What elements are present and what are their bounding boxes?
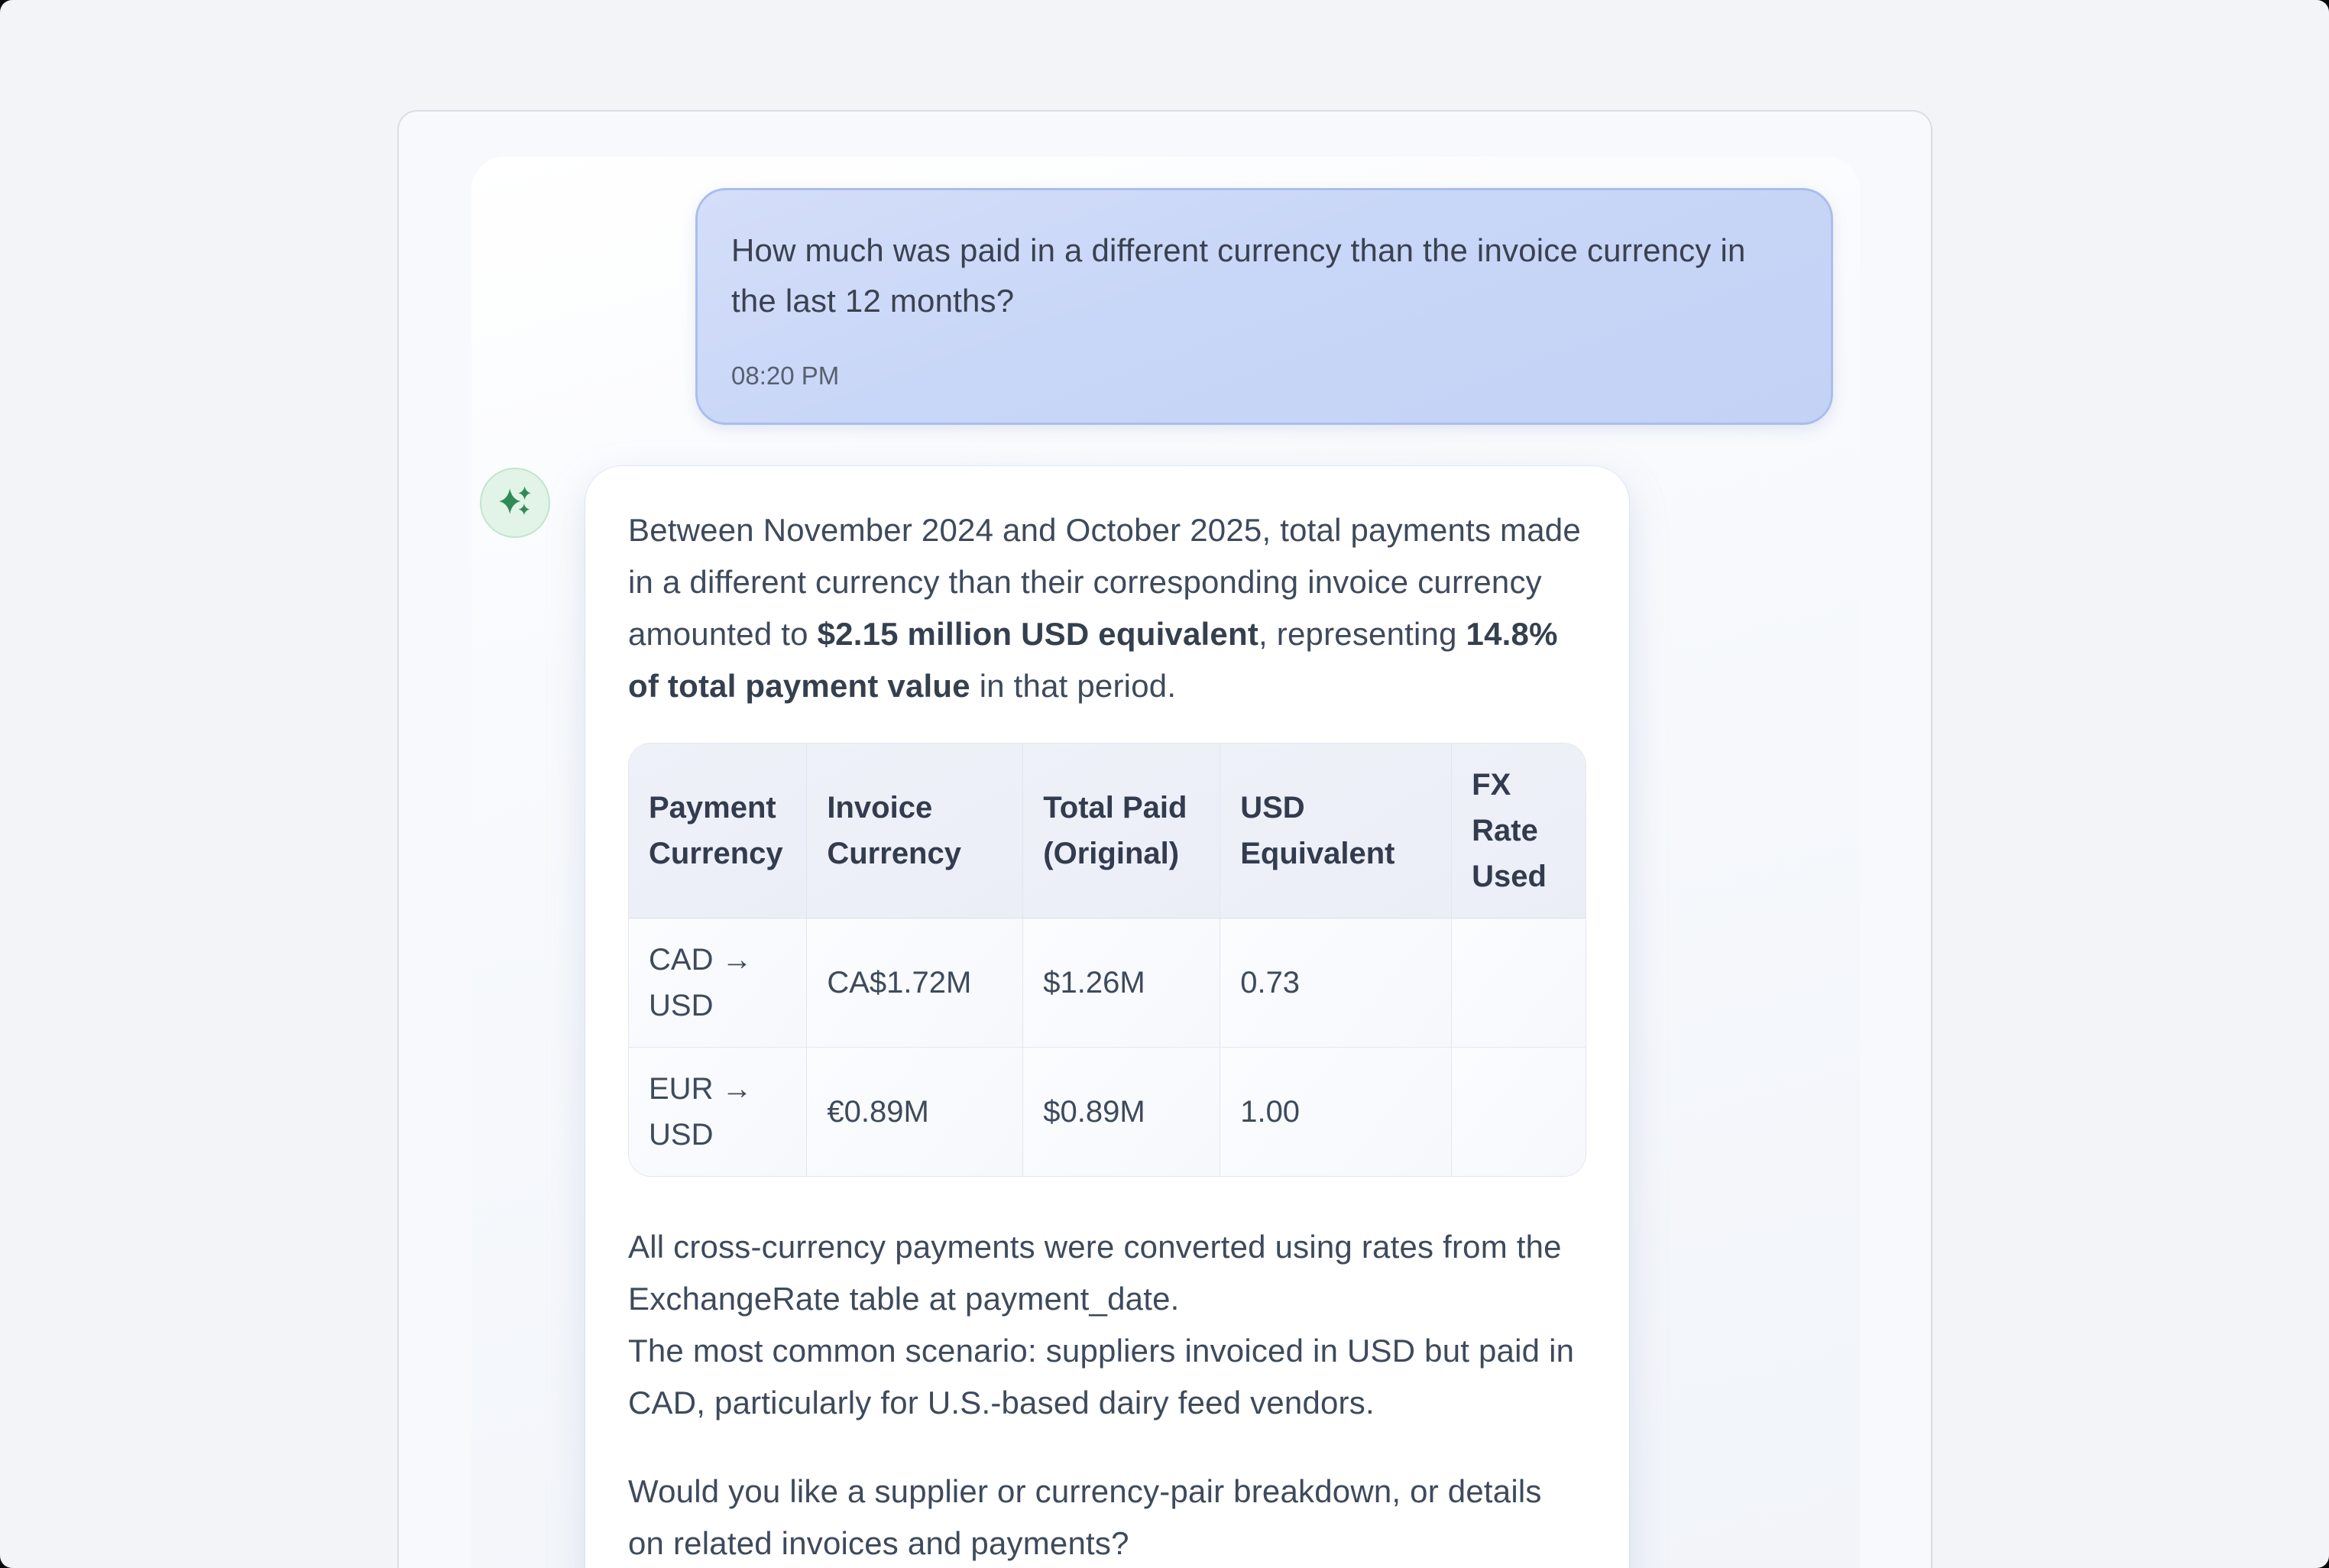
cell-usd-amount: $0.89M — [1023, 1048, 1220, 1177]
user-message-timestamp: 08:20 PM — [731, 361, 840, 390]
intro-highlight-amount: $2.15 million USD equivalent — [817, 616, 1259, 652]
intro-text: in that period. — [970, 668, 1177, 704]
table-row — [629, 1048, 1586, 1177]
col-header-usd-equivalent: USD Equivalent — [1220, 744, 1452, 918]
col-header-invoice-currency: Invoice Currency — [807, 744, 1023, 918]
intro-text: Between November 2024 and October 2025, total payments made in a different currency than their corresponding invoice currency amounted to — [628, 512, 1581, 652]
cell-pair: EUR → USD — [629, 1048, 807, 1177]
col-header-total-paid: Total Paid (Original) — [1023, 744, 1220, 918]
notes-line-2: The most common scenario: suppliers invoiced in USD but paid in CAD, particularly for U.S.-based dairy feed vendors. — [628, 1333, 1575, 1421]
assistant-intro-paragraph — [628, 504, 1586, 712]
assistant-avatar — [480, 468, 550, 538]
cell-original-amount: CA$1.72M — [807, 918, 1023, 1048]
intro-highlight-percent: 14.8% of total payment value — [628, 616, 1558, 704]
sparkles-icon — [494, 481, 536, 526]
cell-rate: 0.73 — [1220, 918, 1452, 1048]
user-message-text: How much was paid in a different currency than the invoice currency in the last 12 months? — [731, 232, 1746, 319]
table-header-row — [629, 744, 1586, 918]
cell-original-amount: €0.89M — [807, 1048, 1023, 1177]
assistant-message-card — [585, 466, 1629, 1568]
assistant-followup-question: Would you like a supplier or currency-pair breakdown, or details on related invoices and payments? — [628, 1473, 1542, 1561]
fx-conversion-table — [628, 743, 1586, 1177]
cell-usd-amount: $1.26M — [1023, 918, 1220, 1048]
cell-pair: CAD → USD — [629, 918, 807, 1048]
col-header-fx-rate: FX Rate Used — [1452, 744, 1586, 918]
cell-fx-used — [1452, 1048, 1586, 1177]
notes-line-1: All cross-currency payments were converted using rates from the ExchangeRate table at payment_date. — [628, 1229, 1562, 1317]
table-row — [629, 918, 1586, 1048]
cell-fx-used — [1452, 918, 1586, 1048]
intro-text: , representing — [1258, 616, 1466, 652]
user-message-bubble — [695, 188, 1833, 425]
cell-rate: 1.00 — [1220, 1048, 1452, 1177]
col-header-payment-currency: Payment Currency — [629, 744, 807, 918]
assistant-notes-paragraph — [628, 1221, 1586, 1429]
